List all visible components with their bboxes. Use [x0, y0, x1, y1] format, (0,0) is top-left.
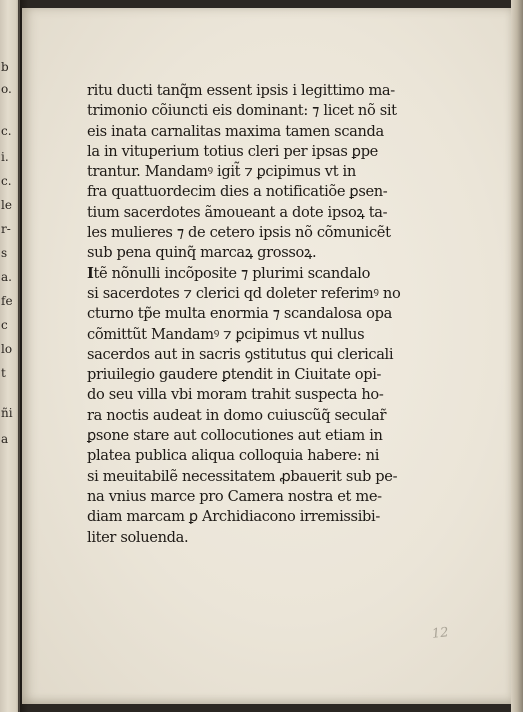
book-page	[22, 8, 511, 704]
margin-fragment: le	[1, 198, 12, 212]
text-line: fra quattuordecim dies a notificatiõe ꝑsen-	[87, 183, 388, 201]
text-line: tium sacerdotes ãmoueant a dote ipsoꝝ ta-	[87, 203, 388, 221]
margin-fragment: r-	[1, 222, 11, 236]
text-line: Itẽ nõnulli incõposite ⁊ plurimi scandalo	[87, 264, 371, 282]
text-line: platea publica aliqua colloquia habere: ni	[87, 447, 380, 465]
margin-fragment: ñi	[1, 406, 13, 420]
text-line: la in vituperium totius cleri per ipsas ꝑpe	[87, 142, 378, 160]
text-line: na vnius marce pro Camera nostra et me-	[87, 487, 382, 505]
text-line: do seu villa vbi moram trahit suspecta ho-	[87, 386, 384, 404]
text-line: cturno tp̃e multa enormia ⁊ scandalosa opa	[87, 305, 392, 323]
margin-fragment: i.	[1, 150, 9, 164]
margin-fragment: t	[1, 366, 6, 380]
page-edge-right	[511, 0, 523, 712]
text-block	[87, 81, 437, 548]
margin-fragment: c	[1, 318, 8, 332]
text-line: les mulieres ⁊ de cetero ipsis nõ cõmunicẽt	[87, 224, 391, 242]
margin-fragment: lo	[1, 342, 13, 356]
text-line: liter soluenda.	[87, 528, 189, 546]
text-line: ritu ducti tanq̃m essent ipsis i legittimo ma-	[87, 82, 395, 99]
text-line: cõmittũt Mandamꝰ ⁊ ꝑcipimus vt nullus	[87, 325, 365, 343]
facing-page-edge	[0, 0, 20, 712]
margin-fragment: o.	[1, 82, 12, 96]
text-line: si meuitabilẽ necessitatem ꝓbauerit sub pe-	[87, 467, 398, 485]
text-line: ra noctis audeat in domo cuiuscũq̃ secular̃	[87, 406, 387, 424]
margin-fragment: c.	[1, 174, 12, 188]
margin-fragment: fe	[1, 294, 13, 308]
margin-fragment: b	[1, 60, 9, 74]
text-line: eis inata carnalitas maxima tamen scanda	[87, 122, 384, 140]
text-line: trantur. Mandamꝰ igit̃ ⁊ ꝑcipimus vt in	[87, 163, 356, 181]
text-line: ꝑsone stare aut collocutiones aut etiam in	[87, 427, 383, 445]
text-line: sacerdos aut in sacris ꝯstitutus qui clericali	[87, 345, 394, 363]
margin-fragment: a	[1, 432, 9, 446]
text-line: si sacerdotes ⁊ clerici qd doleter referimꝰ no	[87, 284, 401, 302]
pencil-page-number: 12	[431, 625, 450, 642]
margin-fragment: a.	[1, 270, 12, 284]
text-line: priuilegio gaudere ꝑtendit in Ciuitate opi-	[87, 366, 382, 384]
text-line: trimonio cõiuncti eis dominant: ⁊ licet nõ sit	[87, 102, 397, 120]
text-line: diam marcam ꝑ Archidiacono irremissibi-	[87, 508, 380, 526]
text-line: sub pena quinq̃ marcaꝝ grossoꝝ.	[87, 244, 317, 262]
margin-fragment: c.	[1, 124, 12, 138]
margin-fragment: s	[1, 246, 8, 260]
